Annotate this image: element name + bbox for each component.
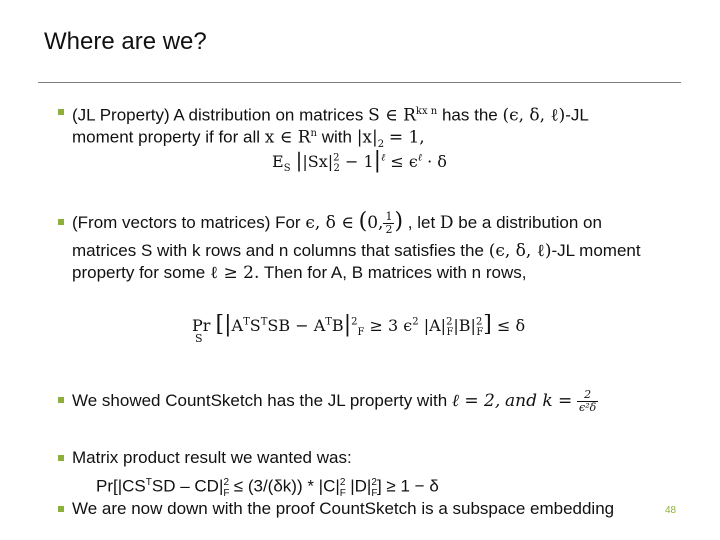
page-number: 48 xyxy=(665,505,677,516)
eq-sub: F xyxy=(223,488,230,500)
frac-den: 2 xyxy=(385,223,393,237)
bullet-marker xyxy=(58,397,64,403)
eq-sub: S xyxy=(195,332,203,345)
eq-sup: 2 xyxy=(446,316,453,328)
jl-moment-equation: $E_S$ $||Sx|^2_2 - 1|^\ell \le \epsilon^\ell \cdot \delta$ xyxy=(272,148,447,175)
bullet-4-line-1: Matrix product result we wanted was: xyxy=(72,448,352,467)
eq-sup: T xyxy=(260,316,268,328)
bullet-2-line-2 xyxy=(72,240,641,262)
eq-term: Pr[|CS xyxy=(96,476,146,496)
eq-sup: 2 xyxy=(475,316,483,328)
eq-sub: 2 xyxy=(333,163,340,175)
frac-den: ϵ²δ xyxy=(579,401,597,414)
bullet-2-text: (From vectors to matrices) For xyxy=(72,213,301,232)
eq-sup: 2 xyxy=(351,316,358,328)
eq-term: − 1 xyxy=(345,152,374,171)
frac-num: 1 xyxy=(385,210,393,224)
bullet-2-text: Then for A, B matrices with n rows, xyxy=(263,263,527,282)
bullet-1-text: moment property if for all xyxy=(72,127,261,147)
eq-sub: F xyxy=(371,488,378,500)
eq-term: ] ≥ 1 − δ xyxy=(376,476,439,496)
math-dim: n xyxy=(310,128,317,139)
bullet-marker xyxy=(58,219,64,225)
math-ell: ℓ ≥ 2. xyxy=(209,263,260,283)
math-norm: |x| xyxy=(356,127,378,148)
eq-term: SD – CD| xyxy=(151,476,224,496)
bullet-2-line-3 xyxy=(72,262,526,284)
bullet-2-text: property for some xyxy=(72,263,206,282)
eq-sup: T xyxy=(145,477,152,488)
eq-sup: 2 xyxy=(223,477,230,488)
eq-term: |D| xyxy=(350,476,372,496)
eq-sup: ℓ xyxy=(417,152,422,164)
eq-sup: ℓ xyxy=(381,152,386,164)
bullet-1-text: -JL xyxy=(565,105,589,125)
math-dim: kx n xyxy=(415,106,438,117)
eq-sub: F xyxy=(357,327,365,339)
bullet-5-line: We are now down with the proof CountSketch is a subspace embedding xyxy=(72,499,615,518)
bullet-1-text: with xyxy=(321,127,352,147)
jl-matrix-equation: Pr S [$|A^TS^TSB - A^TB|^2_F \ge 3$ $\epsilon^2$ $|A|^2_F|B|^2_F] \le \delta$ xyxy=(192,312,526,345)
math-params: (ϵ, δ, ℓ) xyxy=(502,105,566,126)
math-D: D xyxy=(439,213,454,233)
fraction-k xyxy=(577,389,598,414)
eq-term: |A| xyxy=(423,316,447,335)
bullet-3-line xyxy=(72,389,598,414)
bullet-2-text: be a distribution on xyxy=(458,213,602,232)
eq-sup: T xyxy=(243,316,250,328)
math-x-in-R: x ∈ R xyxy=(264,127,311,148)
eq-sup: T xyxy=(325,316,332,328)
eq-sup: 2 xyxy=(412,316,419,328)
title-divider xyxy=(38,82,681,83)
eq-sup: 2 xyxy=(371,477,377,488)
math-S-in-R: S ∈ R xyxy=(368,105,416,126)
eq-term: |Sx| xyxy=(302,152,334,171)
eq-term: A xyxy=(231,316,244,335)
eq-term: |B| xyxy=(453,316,476,335)
eq-term: SB − A xyxy=(267,316,326,335)
math-ell: ℓ = 2, xyxy=(451,390,501,411)
eq-sup: 2 xyxy=(339,477,346,488)
bullet-1-text: has the xyxy=(441,105,498,125)
eq-term: S xyxy=(249,316,261,335)
bullet-1-text: (JL Property) A distribution on matrices xyxy=(72,105,364,125)
bullet-marker xyxy=(58,506,64,512)
bullet-marker xyxy=(58,109,64,115)
bullet-2-line-1: (From vectors to matrices) For ϵ, δ ∈ (0, $\frac{1}{2}$ ) , let D be a distribution on xyxy=(72,209,602,237)
eq-E: E xyxy=(272,152,284,171)
slide-title: Where are we? xyxy=(44,28,207,55)
math-eps-delta: ϵ, δ ∈ xyxy=(305,213,354,233)
math-sub: 2 xyxy=(377,139,385,151)
bullet-3-text: We showed CountSketch has the JL property with xyxy=(72,390,448,410)
math-eq: = 1, xyxy=(388,127,425,148)
bullet-2-text: , let xyxy=(407,213,436,232)
eq-sub: S xyxy=(283,163,291,175)
math-params: (ϵ, δ, ℓ) xyxy=(488,241,552,261)
eq-sub: F xyxy=(339,488,346,500)
eq-Pr: Pr xyxy=(192,316,211,335)
math-interval: 0, xyxy=(367,213,384,233)
math-k: and k = xyxy=(504,390,573,411)
eq-term: ≤ δ xyxy=(496,316,526,335)
eq-sup: 2 xyxy=(333,152,340,164)
fraction-half xyxy=(383,211,394,236)
eq-term: · δ xyxy=(427,152,447,171)
bullet-2-text: -JL moment xyxy=(551,241,641,260)
eq-term: ≥ 3 ϵ xyxy=(369,316,413,335)
eq-sub: F xyxy=(446,327,454,339)
eq-term: B xyxy=(331,316,344,335)
bullet-2-text: matrices S with k rows and n columns that satisfies the xyxy=(72,241,484,260)
eq-term: ≤ (3/(δk)) * |C| xyxy=(233,476,340,496)
eq-term: ≤ ϵ xyxy=(390,152,418,171)
eq-sub: F xyxy=(476,327,484,339)
frac-num: 2 xyxy=(577,389,598,402)
bullet-marker xyxy=(58,455,64,461)
